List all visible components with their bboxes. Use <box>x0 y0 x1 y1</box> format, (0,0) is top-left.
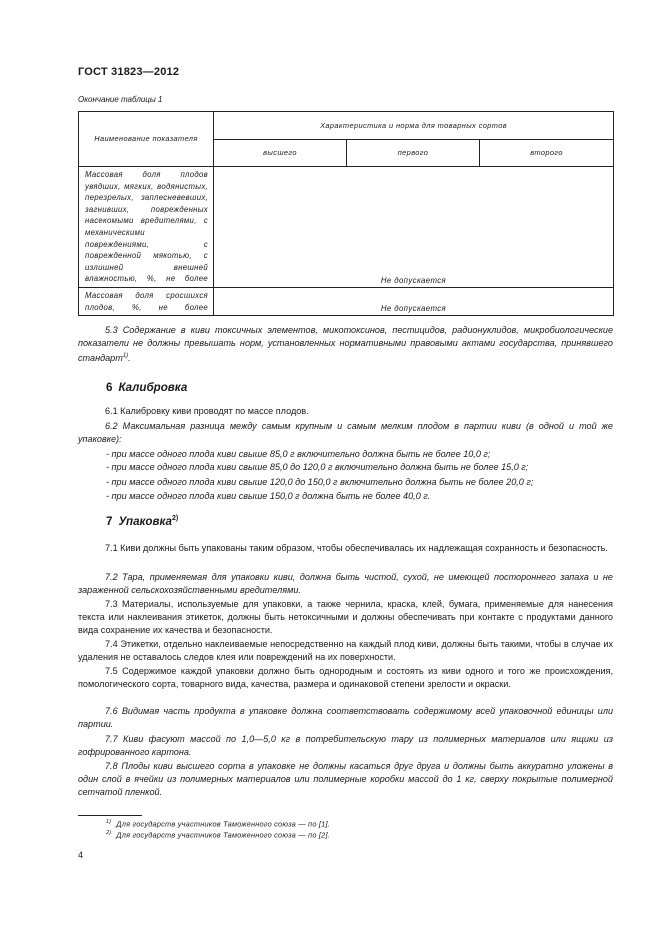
header-grade-premium: высшего <box>214 140 347 167</box>
paragraph-7-7: 7.7 Киви фасуют массой по 1,0—5,0 кг в потребительскую тару из полимерных материалов или ящики из гофрированного картона. <box>78 734 613 757</box>
paragraph-7-5: 7.5 Содержимое каждой упаковки должно быть однородным и состоять из киви одного и того же происхождения, помологического сорта, товарного вида, качества, размера и одинаковой степени зрелости и окраски. <box>78 666 613 689</box>
header-grade-group: Характеристика и норма для товарных сортов <box>214 112 614 140</box>
table-row <box>79 288 614 316</box>
footnote-ref-2: 2) <box>171 515 179 523</box>
header-grade-second: второго <box>480 140 614 167</box>
paragraph-7-4: 7.4 Этикетки, отдельно наклеиваемые непосредственно на каждый плод киви, должны быть такими, чтобы в случае их удаления не оставалось следов клея или повреждений на их поверхности. <box>78 639 613 662</box>
section-heading-6: 6 Калибровка <box>106 381 188 394</box>
list-item: - при массе одного плода киви свыше 120,0 до 150,0 г включительно должна быть не более 20,0 г; <box>106 477 534 487</box>
footnote-1: $^{1)}$ Для государств участников Таможенного союза — по [1]. <box>106 819 330 829</box>
page-number: 4 <box>78 850 84 860</box>
list-item: - при массе одного плода киви свыше 85,0 до 120,0 г включительно должна быть не более 15,0 г; <box>106 462 529 472</box>
paragraph-7-6: 7.6 Видимая часть продукта в упаковке должна соответствовать содержимому всей упаковочной единицы или партии. <box>78 706 613 729</box>
paragraph-7-1: 7.1 Киви должны быть упакованы таким образом, чтобы обеспечивалась их надлежащая сохранность и безопасность. <box>105 543 608 553</box>
paragraph-6-2: 6.2 Максимальная разница между самым крупным и самым мелким плодом в партии киви (в одной и той же упаковке): <box>78 421 613 444</box>
list-item: - при массе одного плода киви свыше 85,0 г включительно должна быть не более 10,0 г; <box>106 449 491 459</box>
footnote-ref-1: 1) <box>122 352 129 359</box>
row-value: Не допускается <box>214 288 614 316</box>
paragraph-7-8: 7.8 Плоды киви высшего сорта в упаковке не должны касаться друг друга и должны быть аккуратно уложены в один слой в ячейки из полимерных материалов или полимерные коробки массой до 1 кг, сверху покрытые полимерной сетчатой пленкой. <box>78 761 613 797</box>
section-heading-7: 7 Упаковка$^{2)}$ <box>106 515 179 528</box>
paragraph-5-3: 5.3 Содержание в киви токсичных элементов, микотоксинов, пестицидов, радионуклидов, микробиологические показатели не должны превышать норм, установленных нормативными правовыми актами государства, принявшего стандарт$^{1)}$. <box>78 325 613 363</box>
footnote-2: $^{2)}$ Для государств участников Таможенного союза — по [2]. <box>106 830 330 840</box>
table-row <box>79 167 614 288</box>
paragraph-7-2: 7.2 Тара, применяемая для упаковки киви, должна быть чистой, сухой, не имеющей постороннего запаха и не зараженной сельскохозяйственными вредителями. <box>78 572 613 595</box>
table-caption: Окончание таблицы 1 <box>78 95 163 104</box>
header-indicator-label: Наименование показателя <box>94 134 198 143</box>
footnote-divider <box>78 815 142 816</box>
row-indicator: Массовая доля плодов увядших, мягких, водянистых, перезрелых, заплесневевших, загнивших, поврежденных насекомыми вредителями, с механическими повреждениями, с поврежденной мякотью, с излишней внешней влажностью, %, не более <box>79 167 214 288</box>
header-grade-first: первого <box>347 140 480 167</box>
header-indicator <box>79 112 214 167</box>
list-item: - при массе одного плода киви свыше 150,0 г должна быть не более 40,0 г. <box>106 491 431 501</box>
spec-table <box>78 111 614 316</box>
row-indicator: Массовая доля сросшихся плодов, %, не более <box>79 288 214 316</box>
paragraph-6-1: 6.1 Калибровку киви проводят по массе плодов. <box>105 406 309 416</box>
paragraph-7-3: 7.3 Материалы, используемые для упаковки, а также чернила, краска, клей, бумага, применяемые для нанесения текста или наклеивания этикеток, должны быть нетоксичными и должны обеспечивать при контакте с продуктами данного вида сохранение их качества и безопасности. <box>78 599 613 635</box>
standard-title: ГОСТ 31823—2012 <box>78 66 180 78</box>
row-value: Не допускается <box>214 167 614 288</box>
